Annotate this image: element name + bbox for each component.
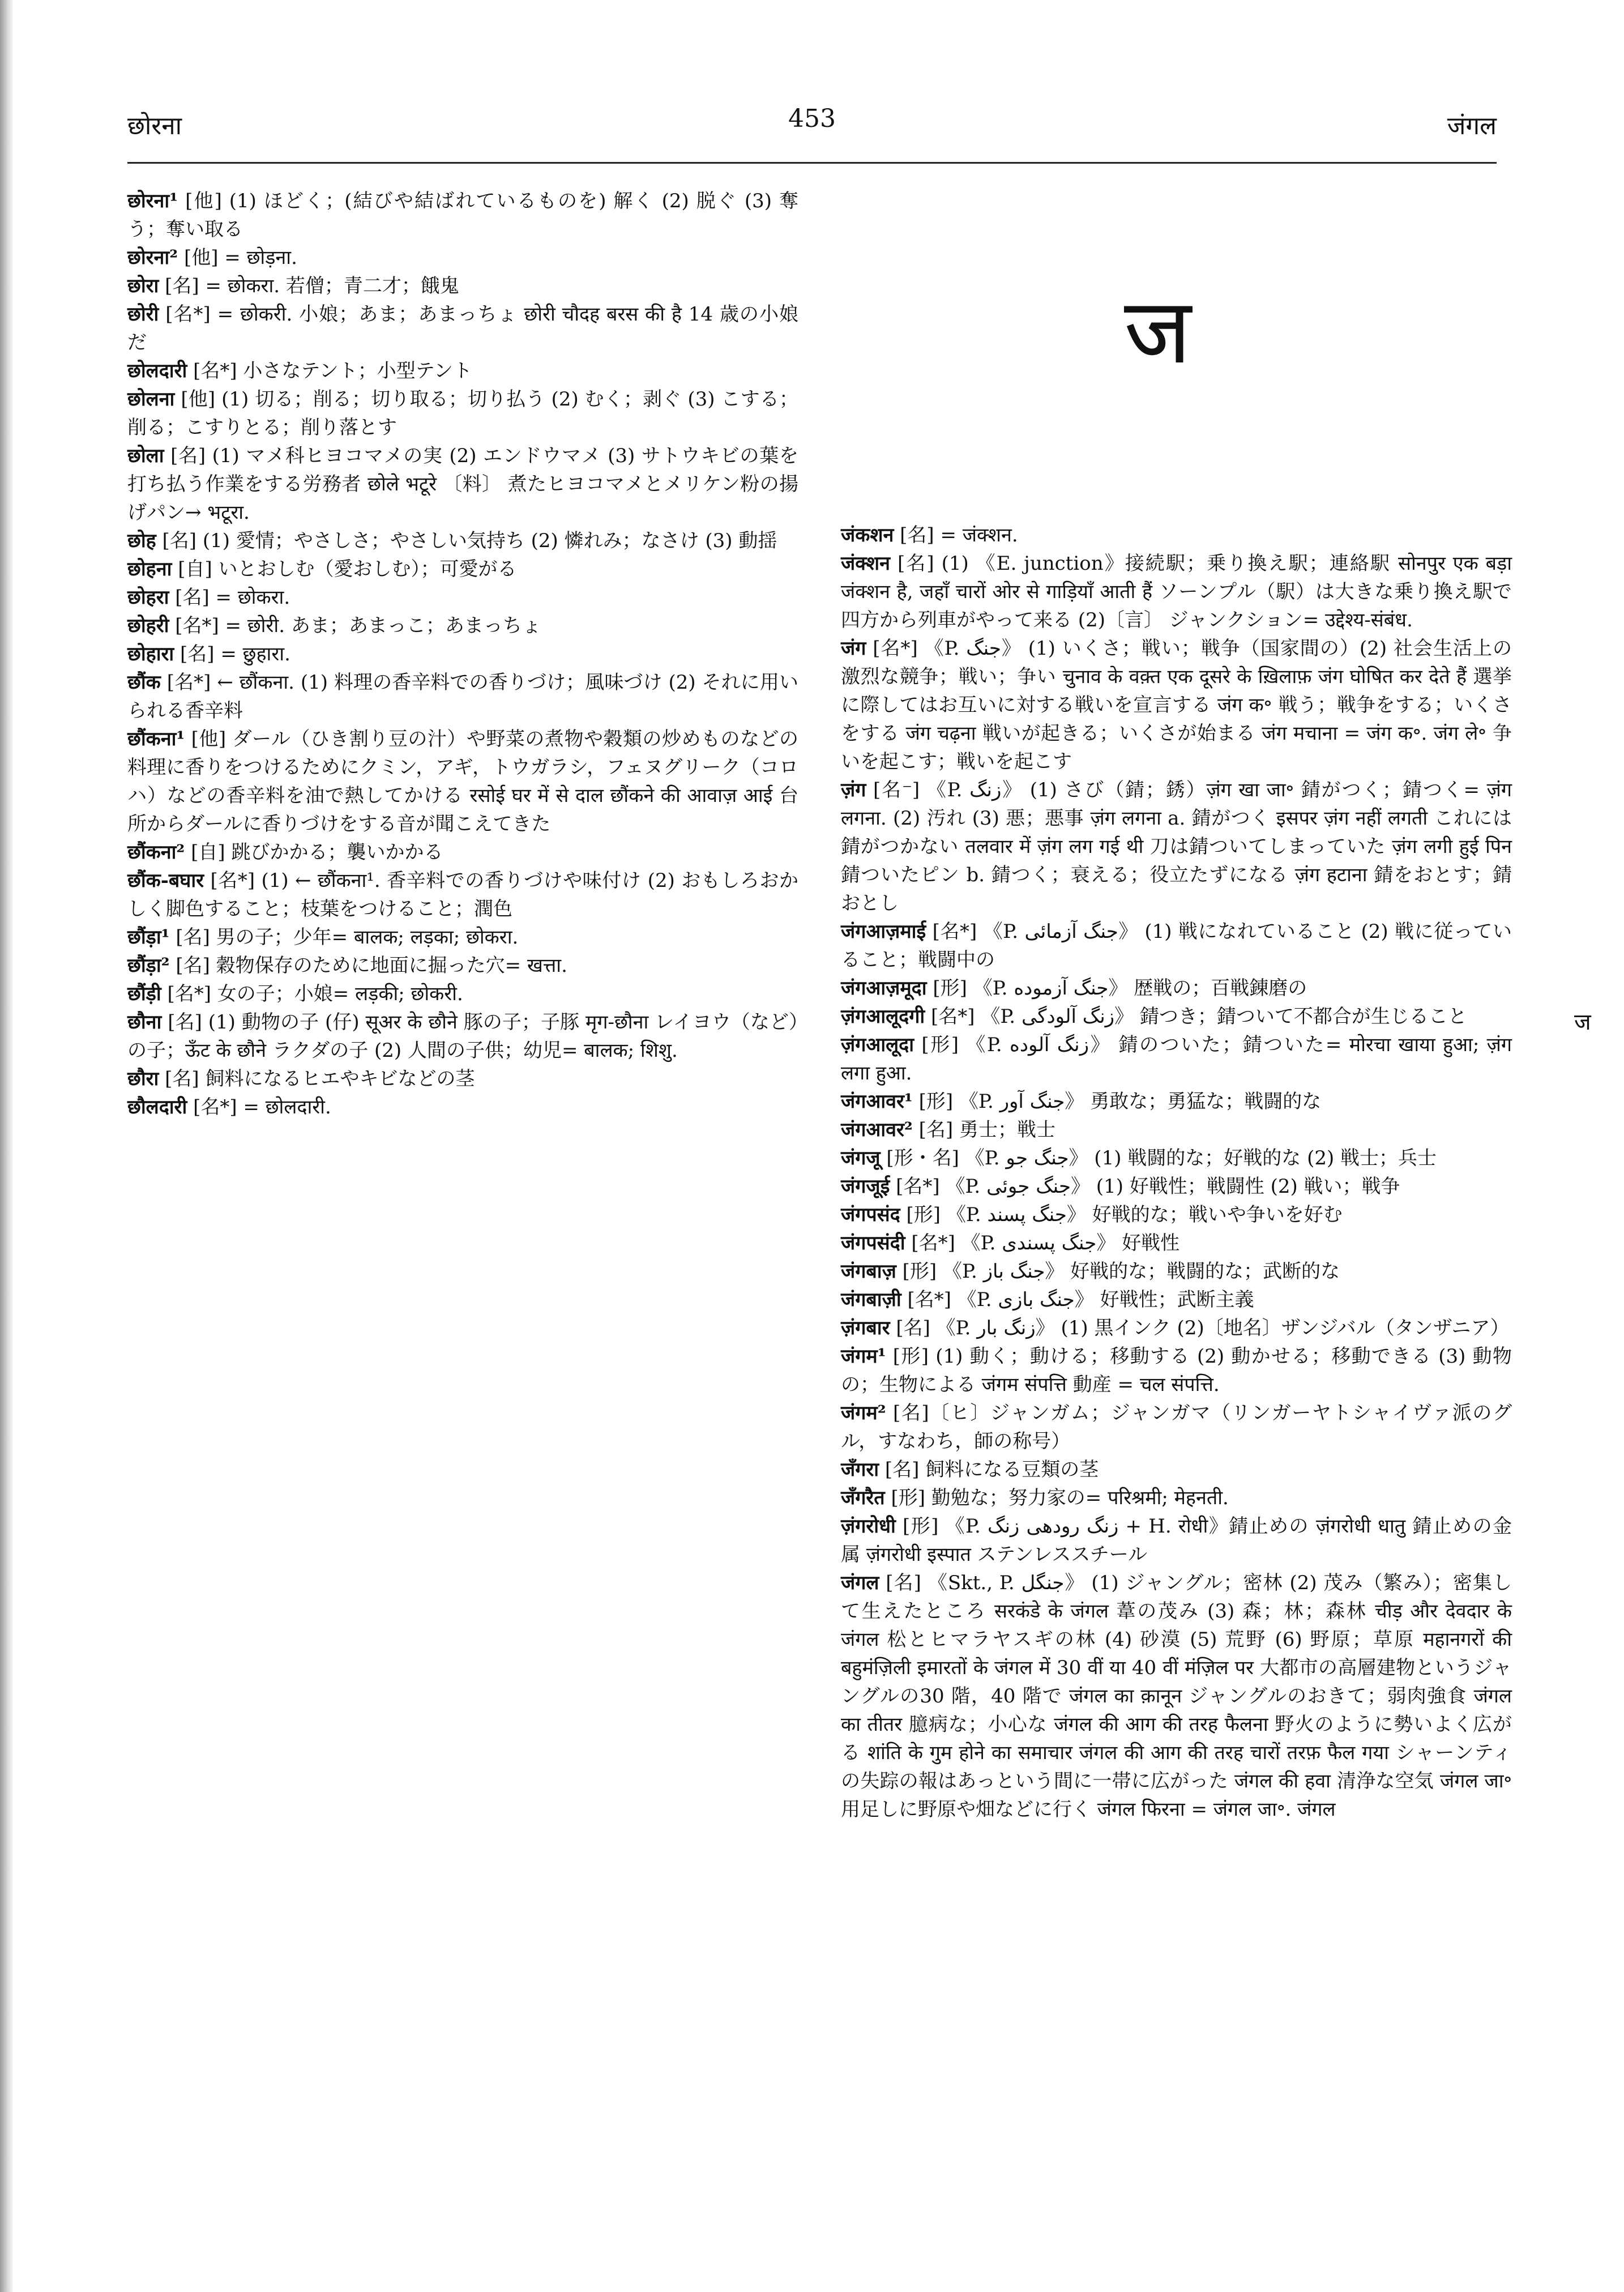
entry-definition: [名]〔ヒ〕ジャンガム；ジャンガマ（リンガーヤトシャイヴァ派のグル，すなわち，師の称号） [841,1402,1512,1453]
entry-definition: [形] 《P. زنگ رودهی زنگ + H. रोधी》錆止めの ज़ंगरोधी धातु 錆止めの金属 ज़ंगरोधी इस्पात ステンレススチール [841,1515,1512,1566]
entry-definition: [名] (1) 愛情；やさしさ；やさしい気持ち (2) 憐れみ；なさけ (3) 動揺 [162,530,777,552]
entry-definition: [名] (1) マメ科ヒヨコマメの実 (2) エンドウマメ (3) サトウキビの葉を打ち払う作業をする労務者 छोले भटूरे 〔料〕 煮たヒヨコマメとメリケン粉の揚げパン→ भटूरा. [127,445,799,524]
entry-definition: [名] 飼料になる豆類の茎 [884,1458,1099,1481]
entry-headword: ज़ंगआलूदगी [841,1005,925,1028]
entry-definition: [名] = छोकरा. [175,586,290,609]
entry-definition: [名] (1) 《E. junction》接続駅；乗り換え駅；連絡駅 सोनपुर एक बड़ा जंक्शन है, जहाँ चारों ओर से गाड़ियाँ आती हैं ソーンプル（駅）は大きな乗り換え駅で四方から列車がやって来る (2)〔言〕 ジャンクション= उद्देश्य-संबंध. [841,552,1512,631]
entry-headword: छौंक [127,671,161,694]
entry-definition: [名*] 《P. جنگ》 (1) いくさ；戦い；戦争（国家間の）(2) 社会生活上の激烈な競争；戦い；争い चुनाव के वक़्त एक दूसरे के ख़िलाफ़ जंग घोषित कर देते हैं 選挙に際してはお互いに対する戦いを宣言する जंग क॰ 戦う；戦争をする；いくさをする जंग चढ़ना 戦いが起きる；いくさが始まる जंग मचाना = जंग क॰. जंग ले॰ 争いを起こす；戦いを起こす [841,637,1512,773]
dictionary-entry [127,1093,798,1121]
section-letter: ज [1124,278,1191,384]
entry-headword: छौंकना¹ [127,728,185,750]
dictionary-entry [127,527,798,555]
entry-definition: [形・名] 《P. جنگ جو》 (1) 戦闘的な；好戦的な (2) 戦士；兵士 [886,1147,1437,1170]
dictionary-entry [841,1172,1512,1201]
dictionary-entry [127,385,798,442]
dictionary-entry [841,549,1512,634]
dictionary-entry [841,634,1512,776]
dictionary-entry [841,1201,1512,1229]
entry-headword: छोरना² [127,246,178,269]
entry-definition: [名*] (1) ← छौंकना¹. 香辛料での香りづけや味付け (2) おもしろおかしく脚色すること；枝葉をつけること；潤色 [127,869,798,920]
dictionary-entry [127,668,798,725]
entry-definition: [他] (1) 切る；削る；切り取る；切り払う (2) むく；剥ぐ (3) こする；削る；こすりとる；削り落とす [127,388,798,439]
dictionary-entry [841,1087,1512,1116]
entry-definition: [形] 《P. جنگ پسند》 好戦的な；戦いや争いを好む [906,1203,1343,1226]
dictionary-entry [127,555,798,583]
dictionary-entry [841,1342,1512,1399]
entry-headword: जंगपसंद [841,1203,900,1226]
entry-definition: [他] = छोड़ना. [183,246,297,269]
entry-headword: जंगजू [841,1147,881,1170]
dictionary-entry [127,1065,798,1093]
dictionary-entry [841,1229,1512,1257]
dictionary-entry [841,1144,1512,1172]
dictionary-entry [127,583,798,612]
entry-headword: जंगजूई [841,1175,890,1198]
dictionary-entry [841,1031,1512,1087]
page-header [127,104,1497,153]
entry-headword: छोहना [127,558,172,581]
entry-definition: [名*] = छोरी. あま；あまっこ；あまっちょ [175,614,541,637]
dictionary-entry [127,980,798,1008]
dictionary-entry [127,357,798,385]
header-right-guideword: जंगल [1447,112,1497,140]
dictionary-entry [841,521,1512,549]
entry-definition: [名] 飼料になるヒエやキビなどの茎 [165,1068,475,1090]
dictionary-entry [841,776,1512,917]
entry-definition: [名] 《P. زنگ بار》 (1) 黒インク (2)〔地名〕ザンジバル（タンザニア） [896,1317,1510,1339]
right-column [841,521,1512,1824]
entry-headword: जँगरा [841,1458,879,1481]
entry-headword: जँगरैत [841,1487,885,1509]
entry-definition: [自] 跳びかかる；襲いかかる [191,841,443,864]
entry-definition: [名] = छुहारा. [180,643,290,665]
entry-headword: छोरना¹ [127,190,178,212]
entry-headword: ज़ंग [841,779,866,801]
entry-headword: छौना [127,1011,162,1034]
entry-definition: [名] = छोकरा. 若僧；青二才；餓鬼 [165,275,459,297]
header-left-guideword: छोरना [127,112,182,140]
binding-edge [0,0,12,2292]
dictionary-entry [841,1399,1512,1456]
entry-headword: छौंक-बघार [127,869,204,892]
dictionary-entry [127,300,798,357]
entry-definition: [形] 《P. جنگ آور》 勇敢な；勇猛な；戦闘的な [918,1090,1322,1113]
entry-definition: [名] 勇士；戦士 [918,1119,1055,1141]
entry-definition: [形] (1) 動く；動ける；移動する (2) 動かせる；移動できる (3) 動物の；生物による जंगम संपत्ति 動産 = चल संपत्ति. [841,1345,1512,1396]
entry-headword: जंगआज़माई [841,920,926,943]
entry-headword: जंगबाज़ी [841,1288,901,1311]
header-rule [127,162,1497,164]
entry-definition: [名*] ← छौंकना. (1) 料理の香辛料での香りづけ；風味づけ (2) それに用いられる香辛料 [127,671,799,722]
entry-definition: [自] いとおしむ（愛おしむ）；可愛がる [178,558,517,581]
entry-headword: जंगम¹ [841,1345,886,1368]
dictionary-entry [841,1314,1512,1342]
entry-headword: जंक्शन [841,552,891,575]
dictionary-entry [127,923,798,951]
entry-definition: [名] 男の子；少年= बालक; लड़का; छोकरा. [176,926,519,949]
dictionary-entry [841,1257,1512,1286]
dictionary-entry [841,917,1512,974]
dictionary-entry [127,612,798,640]
page-number: 453 [788,104,836,133]
entry-definition: [名*] 小さなテント；小型テント [193,360,473,382]
dictionary-entry [127,725,798,838]
entry-headword: छोला [127,445,164,467]
entry-headword: जंगपसंदी [841,1232,905,1254]
entry-headword: ज़ंगआलूदा [841,1034,914,1056]
entry-definition: [名*] 《P. جنگ آزمائی》 (1) 戦になれていること (2) 戦に従っていること；戦闘中の [841,920,1512,971]
entry-definition: [名] 穀物保存のために地面に掘った穴= खत्ता. [176,954,567,977]
dictionary-entry [841,1286,1512,1314]
dictionary-entry [127,272,798,300]
thumb-index: ज [1574,1009,1591,1035]
entry-definition: [名*] 《P. جنگ پسندی》 好戦性 [911,1232,1180,1254]
entry-headword: छोहारा [127,643,174,665]
dictionary-entry [841,1569,1512,1824]
entry-headword: जंगआज़मूदा [841,977,927,1000]
dictionary-entry [127,1008,798,1065]
dictionary-entry [127,838,798,867]
dictionary-entry [841,974,1512,1002]
entry-headword: छोह [127,530,156,552]
entry-definition: [形] 《P. جنگ باز》 好戦的な；戦闘的な；武断的な [902,1260,1340,1283]
entry-definition: [形] 勤勉な；努力家の= परिश्रमी; मेहनती. [891,1487,1229,1509]
entry-definition: [他] ダール（ひき割り豆の汁）や野菜の煮物や穀類の炒めものなどの料理に香りをつけるためにクミン，アギ，トウガラシ，フェヌグリーク（コロハ）などの香辛料を油で熱してかける रसोई घर में से दाल छौंकने की आवाज़ आई 台所からダールに香りづけをする音が聞こえてきた [127,728,799,835]
entry-headword: जंग [841,637,866,660]
entry-definition: [他] (1) ほどく；(結びや結ばれているものを) 解く (2) 脱ぐ (3) 奪う；奪い取る [127,190,798,241]
entry-headword: जंगम² [841,1402,886,1424]
entry-headword: छौरा [127,1068,159,1090]
entry-headword: छौंकना² [127,841,185,864]
entry-headword: छोहरा [127,586,169,609]
entry-headword: छौंड़ी [127,983,161,1005]
entry-definition: [名*] = छोकरी. 小娘；あま；あまっちょ छोरी चौदह बरस की है 14 歳の小娘だ [127,303,799,354]
entry-definition: [名] (1) 動物の子 (仔) सूअर के छौने 豚の子；子豚 मृग-छौना レイヨウ（など）の子；ऊँट के छौने ラクダの子 (2) 人間の子供；幼児= बालक; शिशु. [127,1011,798,1062]
entry-definition: [名] = जंक्शन. [900,524,1018,547]
entry-headword: छोरा [127,275,159,297]
entry-headword: छोरी [127,303,159,326]
entry-definition: [名*] 《P. جنگ جوئی》 (1) 好戦性；戦闘性 (2) 戦い；戦争 [896,1175,1400,1198]
left-column [127,187,798,1121]
dictionary-entry [127,442,798,527]
dictionary-entry [841,1456,1512,1484]
entry-definition: [名*] 女の子；小娘= लड़की; छोकरी. [167,983,463,1005]
dictionary-entry [841,1484,1512,1512]
entry-headword: छौंड़ा¹ [127,926,170,949]
entry-headword: छोलना [127,388,175,411]
entry-definition: [形] 《P. جنگ آزموده》 歴戦の；百戦錬磨の [933,977,1307,1000]
entry-headword: जंगआवर² [841,1119,913,1141]
entry-definition: [名] 《Skt., P. جنگل》 (1) ジャングル；密林 (2) 茂み（繁み）；密集して生えたところ सरकंडे के जंगल 葦の茂み (3) 森；林；森林 चीड़ और देवदार के जंगल 松とヒマラヤスギの林 (4) 砂漠 (5) 荒野 (6) 野原；草原 महानगरों की बहुमंज़िली इमारतों के जंगल में 30 वीं या 40 वीं मंज़िल पर 大都市の高層建物というジャングルの30 階，40 階で जंगल का क़ानून ジャングルのおきて；弱肉強食 जंगल का तीतर 臆病な；小心な जंगल की आग की तरह फैलना 野火のように勢いよく広がる शांति के गुम होने का समाचार जंगल की आग की तरह चारों तरफ़ फैल गया シャーンティの失踪の報はあっという間に一帯に広がった जंगल की हवा 清浄な空気 जंगल जा॰ 用足しに野原や畑などに行く जंगल फिरना = जंगल जा॰. जंगल [841,1572,1512,1821]
dictionary-entry [127,244,798,272]
entry-headword: छौंड़ा² [127,954,170,977]
entry-definition: [名*] = छोलदारी. [193,1096,331,1119]
entry-headword: ज़ंगबार [841,1317,890,1339]
entry-definition: [形] 《P. زنگ آلوده》 錆のついた；錆ついた= मोरचा खाया हुआ; ज़ंग लगा हुआ. [841,1034,1512,1085]
entry-headword: जंगल [841,1572,879,1594]
entry-definition: [名⁻] 《P. زنگ》 (1) さび（錆；銹）ज़ंग खा जा॰ 錆がつく；錆つく= ज़ंग लगना. (2) 汚れ (3) 悪；悪事 ज़ंग लगना a. 錆がつく इसपर ज़ंग नहीं लगती これには錆がつかない तलवार में ज़ंग लग गई थी 刀は錆ついてしまっていた ज़ंग लगी हुई पिन 錆ついたピン b. 錆つく；衰える；役立たずになる ज़ंग हटाना 錆をおとす；錆おとし [841,779,1512,915]
entry-headword: छौलदारी [127,1096,187,1119]
entry-headword: छोलदारी [127,360,187,382]
entry-headword: जंगबाज़ [841,1260,896,1283]
dictionary-entry [841,1116,1512,1144]
entry-definition: [名*] 《P. جنگ بازی》 好戦性；武断主義 [907,1288,1254,1311]
entry-definition: [名*] 《P. زنگ آلودگی》 錆つき；錆ついて不都合が生じること [930,1005,1467,1028]
dictionary-entry [127,187,798,244]
entry-headword: ज़ंगरोधी [841,1515,896,1538]
dictionary-entry [841,1512,1512,1569]
entry-headword: जंगआवर¹ [841,1090,913,1113]
dictionary-entry [127,640,798,668]
dictionary-entry [127,867,798,923]
entry-headword: जंकशन [841,524,894,547]
dictionary-entry [127,951,798,980]
entry-headword: छोहरी [127,614,169,637]
dictionary-entry [841,1002,1512,1031]
